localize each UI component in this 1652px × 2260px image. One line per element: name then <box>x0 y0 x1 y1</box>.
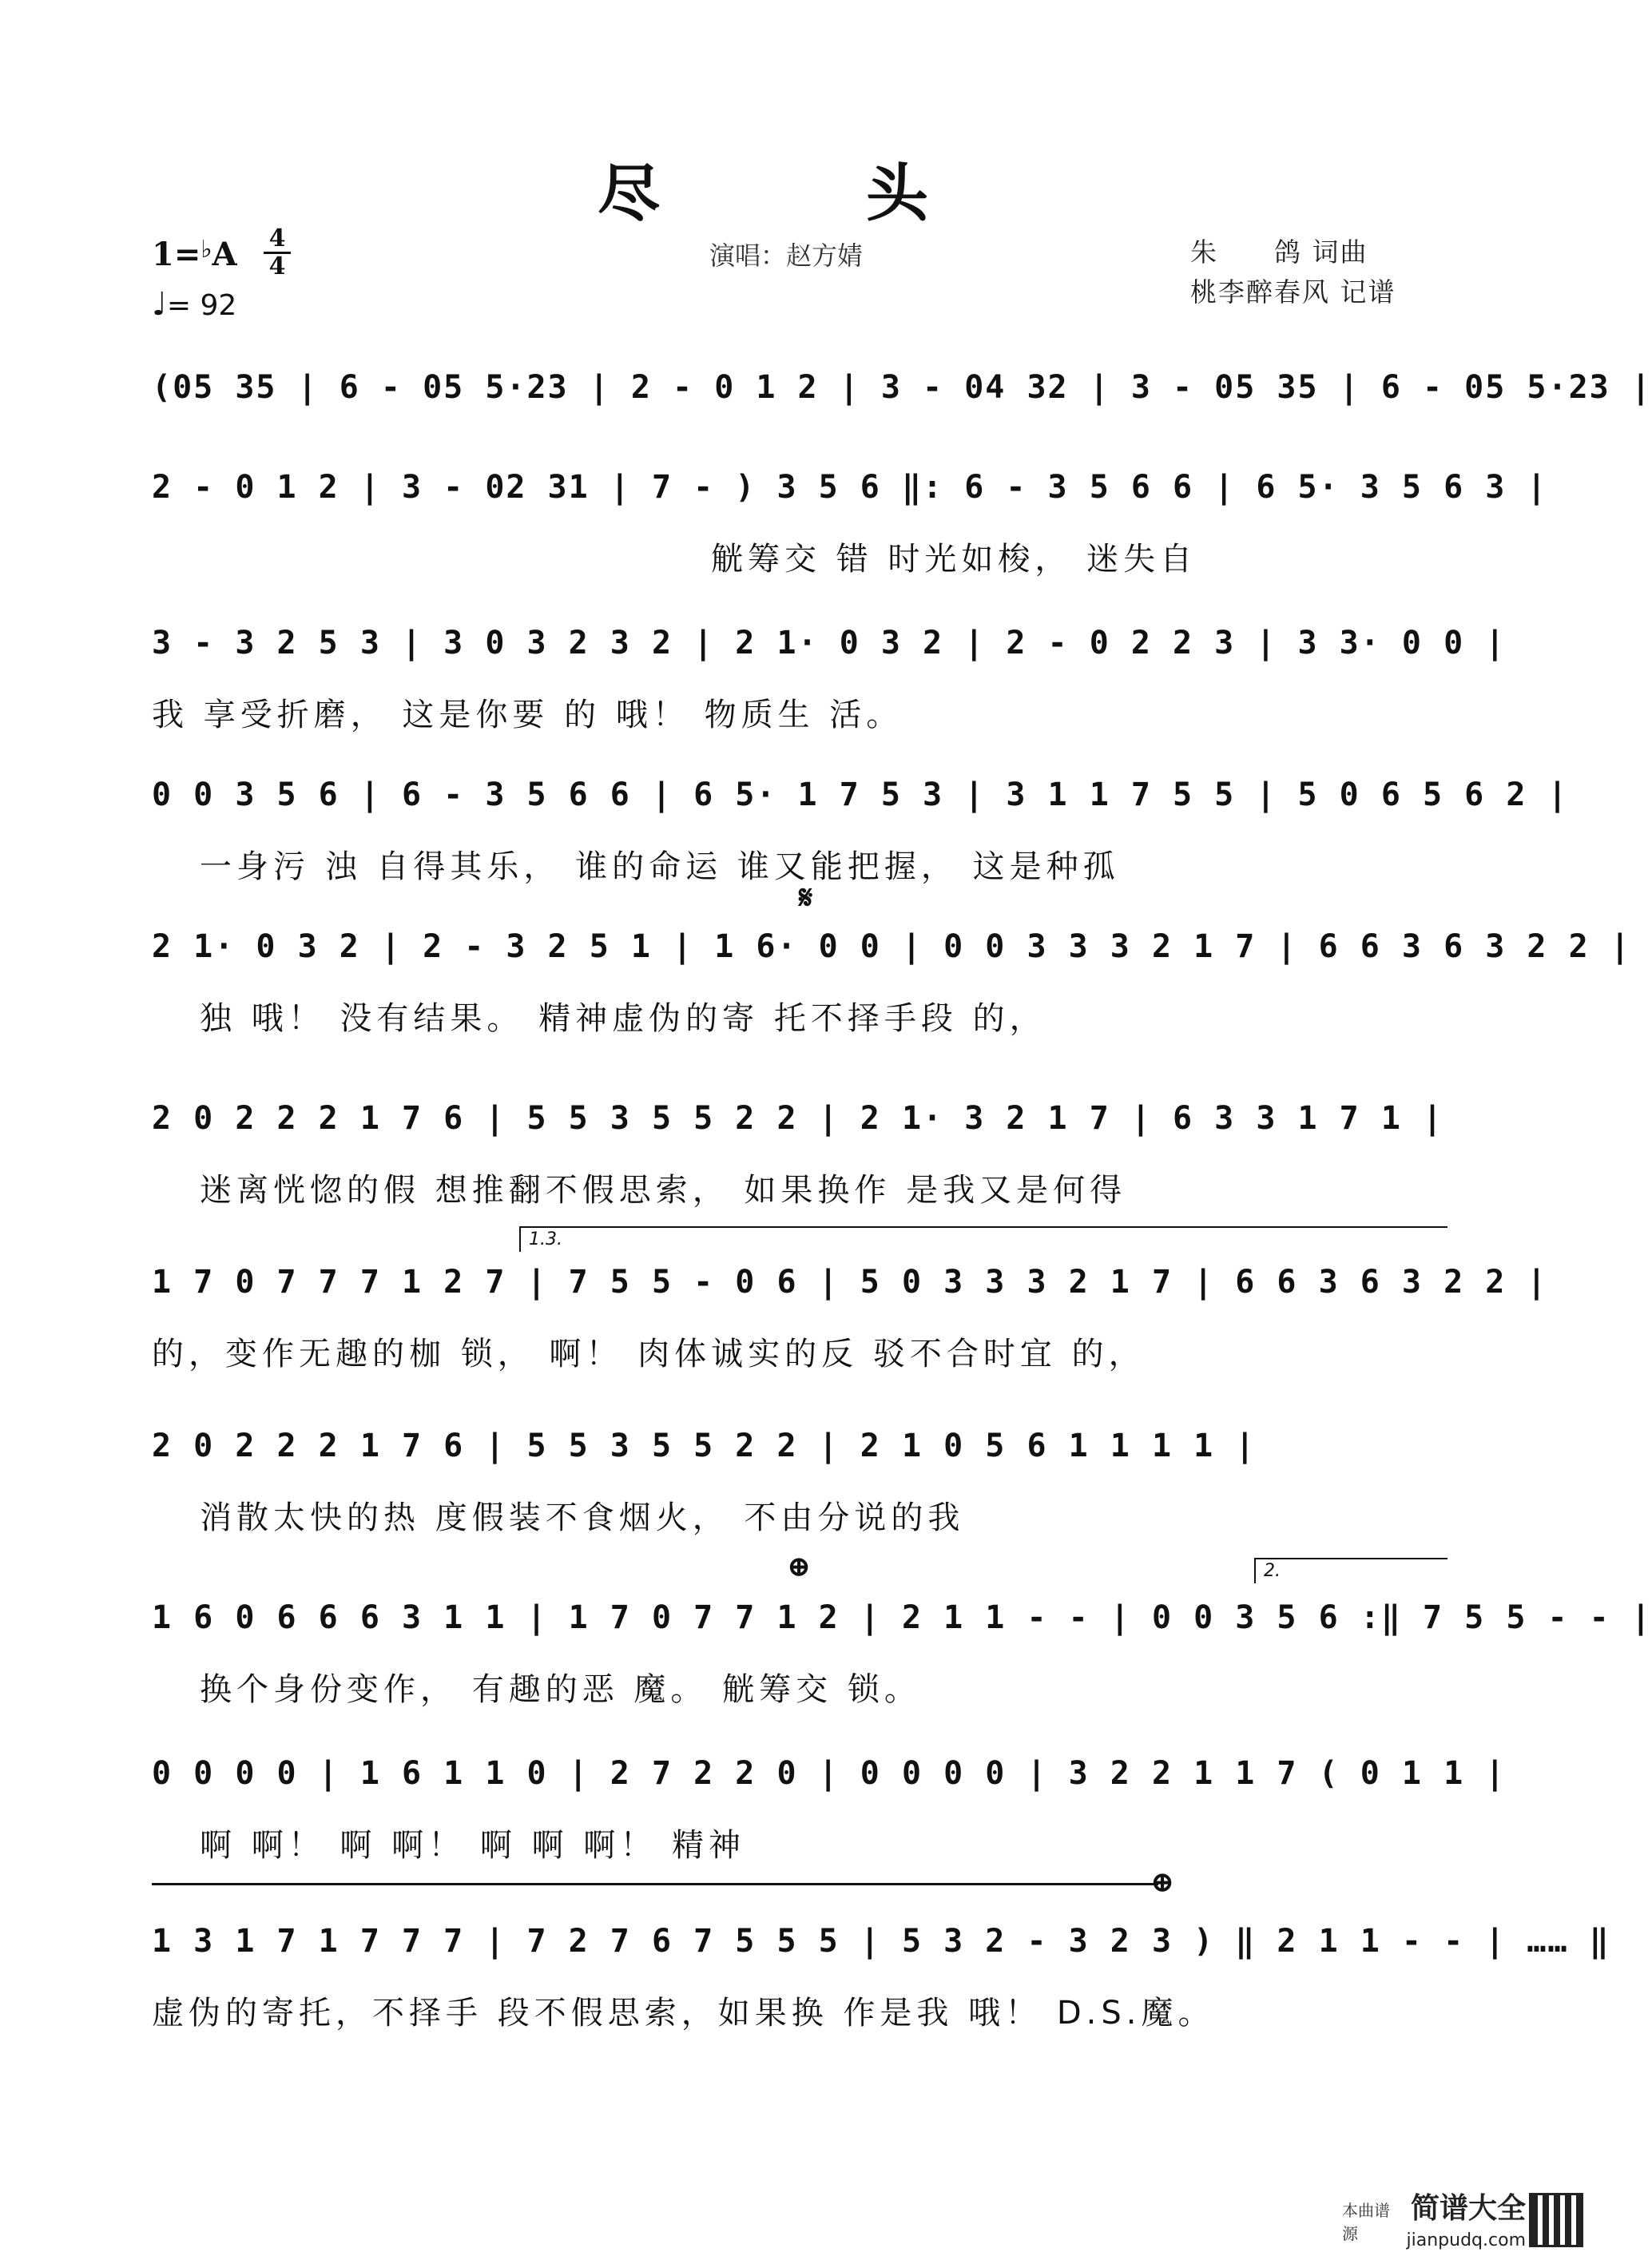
watermark-site-name: 简谱大全 <box>1410 2192 1526 2225</box>
site-watermark <box>1342 2188 1598 2260</box>
key-note: A <box>212 236 237 273</box>
lyric-line: 啊 啊！ 啊 啊！ 啊 啊 啊！ 精神 <box>200 1827 746 1864</box>
coda-icon: ⊕ <box>787 1550 812 1583</box>
lyric-line: 迷离恍惚的假 想推翻不假思索， 如果换作 是我又是何得 <box>200 1172 1127 1209</box>
notation-line: 1 3 1 7 1 7 7 7 | 7 2 7 6 7 5 5 5 | 5 3 2 - 3 2 3 ) ‖ 2 1 1 - - | …… ‖ <box>152 1923 1610 1960</box>
tempo-marking <box>152 286 236 323</box>
lyric-line: 我 享受折磨， 这是你要 的 哦！ 物质生 活。 <box>152 697 903 733</box>
first-ending-bracket <box>519 1226 1447 1252</box>
transcriber-credit: 桃李醉春风 记谱 <box>1190 276 1396 308</box>
tempo-value: = 92 <box>166 289 237 322</box>
segno-icon: 𝄋 <box>799 879 813 916</box>
notation-line: 1 7 0 7 7 7 1 2 7 | 7 5 5 - 0 6 | 5 0 3 3 3 2 1 7 | 6 6 3 6 3 2 2 | <box>152 1264 1548 1301</box>
ending-label: 1.3. <box>529 1229 562 1249</box>
time-top: 4 <box>268 224 286 252</box>
key-prefix: 1= <box>152 236 201 273</box>
notation-line: (05 35 | 6 - 05 5·23 | 2 - 0 1 2 | 3 - 04 32 | 3 - 05 35 | 6 - 05 5·23 | <box>152 369 1652 406</box>
ending-label: 2. <box>1264 1561 1281 1581</box>
lyric-line: 换个身份变作， 有趣的恶 魔。 觥筹交 锁。 <box>200 1671 921 1708</box>
lyric-line: 独 哦！ 没有结果。 精神虚伪的寄 托不择手段 的， <box>200 1000 1046 1037</box>
notation-line: 1 6 0 6 6 6 3 1 1 | 1 7 0 7 7 1 2 | 2 1 1 - - | 0 0 3 5 6 :‖ 7 5 5 - - | <box>152 1599 1652 1636</box>
coda-icon: ⊕ <box>1150 1865 1175 1899</box>
second-ending-bracket <box>1254 1558 1447 1583</box>
watermark-source-text: 本曲谱源 <box>1342 2201 1390 2243</box>
notation-line: 2 1· 0 3 2 | 2 - 3 2 5 1 | 1 6· 0 0 | 0 0 3 3 3 2 1 7 | 6 6 3 6 3 2 2 | <box>152 928 1631 965</box>
notation-line: 0 0 3 5 6 | 6 - 3 5 6 6 | 6 5· 1 7 5 3 | 3 1 1 7 5 5 | 5 0 6 5 6 2 | <box>152 777 1569 813</box>
time-bottom: 4 <box>268 252 286 280</box>
lyric-line: 的，变作无趣的枷 锁， 啊！ 肉体诚实的反 驳不合时宜 的， <box>152 1336 1146 1372</box>
lyric-line: 虚伪的寄托，不择手 段不假思索，如果换 作是我 哦！ D.S.魔。 <box>152 1995 1215 2032</box>
singer-credit: 演唱：赵方婧 <box>709 240 864 271</box>
notation-line: 2 - 0 1 2 | 3 - 02 31 | 7 - ) 3 5 6 ‖: 6 - 3 5 6 6 | 6 5· 3 5 6 3 | <box>152 469 1548 506</box>
lyric-line: 一身污 浊 自得其乐， 谁的命运 谁又能把握， 这是种孤 <box>200 848 1120 885</box>
notation-line: 0 0 0 0 | 1 6 1 1 0 | 2 7 2 2 0 | 0 0 0 0 | 3 2 2 1 1 7 ( 0 1 1 | <box>152 1755 1507 1792</box>
lyric-line: 消散太快的热 度假装不食烟火， 不由分说的我 <box>200 1499 965 1536</box>
extension-line <box>152 1883 1158 1885</box>
notation-line: 2 0 2 2 2 1 7 6 | 5 5 3 5 5 2 2 | 2 1· 3 2 1 7 | 6 3 3 1 7 1 | <box>152 1100 1444 1137</box>
flat-icon: ♭ <box>201 236 212 264</box>
watermark-site-url: jianpudq.com <box>1406 2230 1526 2250</box>
piano-logo-icon <box>1529 2193 1583 2247</box>
notation-line: 2 0 2 2 2 1 7 6 | 5 5 3 5 5 2 2 | 2 1 0 5 6 1 1 1 1 | <box>152 1428 1257 1464</box>
lyric-line: 觥筹交 错 时光如梭， 迷失自 <box>711 541 1197 578</box>
song-title: 尽 头 <box>597 157 1000 230</box>
notation-line: 3 - 3 2 5 3 | 3 0 3 2 3 2 | 2 1· 0 3 2 | 2 - 0 2 2 3 | 3 3· 0 0 | <box>152 625 1507 661</box>
quarter-note-icon: ♩ <box>152 286 167 323</box>
time-signature <box>264 224 291 280</box>
key-signature <box>152 236 237 273</box>
composer-credit: 朱 鸽 词曲 <box>1190 236 1368 268</box>
